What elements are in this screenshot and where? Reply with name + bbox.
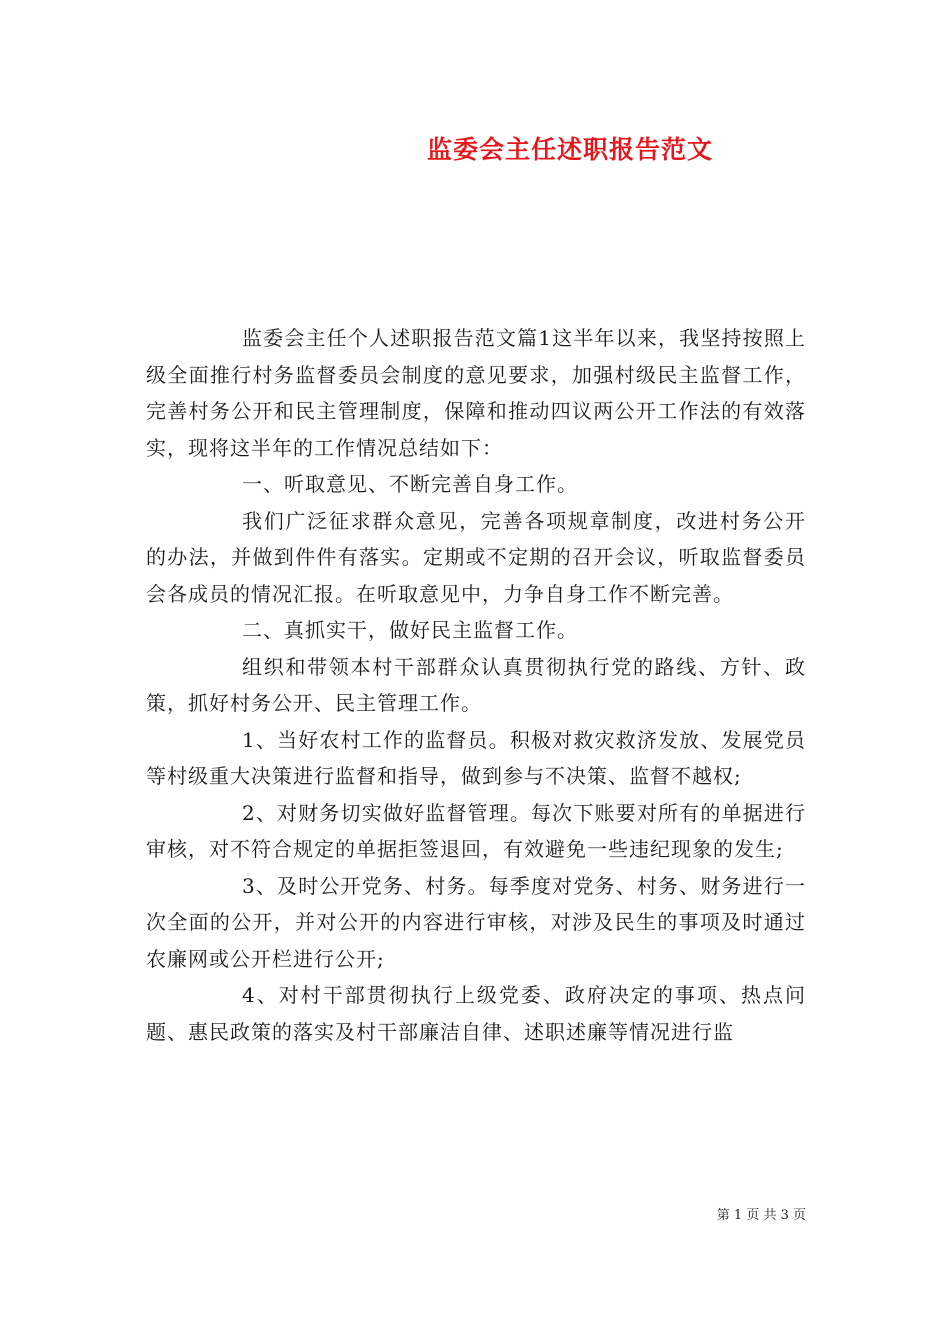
- section-heading-2: 二、真抓实干，做好民主监督工作。: [242, 618, 578, 642]
- list-item-1: 1、当好农村工作的监督员。积极对救灾救济发放、发展党员等村级重大决策进行监督和指导，做到参与不决策、监督不越权;: [146, 727, 806, 788]
- list-item-2: 2、对财务切实做好监督管理。每次下账要对所有的单据进行审核，对不符合规定的单据拒签退回，有效避免一些违纪现象的发生;: [146, 800, 806, 861]
- paragraph-intro: 监委会主任个人述职报告范文篇1这半年以来，我坚持按照上级全面推行村务监督委员会制度的意见要求，加强村级民主监督工作，完善村务公开和民主管理制度，保障和推动四议两公开工作法的有效落实，现将这半年的工作情况总结如下：: [146, 326, 806, 460]
- document-body: [146, 320, 806, 1050]
- paragraph-section-2: 组织和带领本村干部群众认真贯彻执行党的路线、方针、政策，抓好村务公开、民主管理工作。: [146, 654, 806, 715]
- paragraph-section-1: 我们广泛征求群众意见，完善各项规章制度，改进村务公开的办法，并做到件件有落实。定期或不定期的召开会议，听取监督委员会各成员的情况汇报。在听取意见中，力争自身工作不断完善。: [146, 508, 806, 606]
- list-item-3: 3、及时公开党务、村务。每季度对党务、村务、财务进行一次全面的公开，并对公开的内容进行审核，对涉及民生的事项及时通过农廉网或公开栏进行公开;: [146, 873, 806, 971]
- section-heading-1: 一、听取意见、不断完善自身工作。: [242, 472, 578, 496]
- list-item-4: 4、对村干部贯彻执行上级党委、政府决定的事项、热点问题、惠民政策的落实及村干部廉洁自律、述职述廉等情况进行监: [146, 983, 806, 1044]
- page-number-footer: 第 1 页 共 3 页: [716, 1208, 806, 1223]
- document-title: 监委会主任述职报告范文: [426, 135, 713, 164]
